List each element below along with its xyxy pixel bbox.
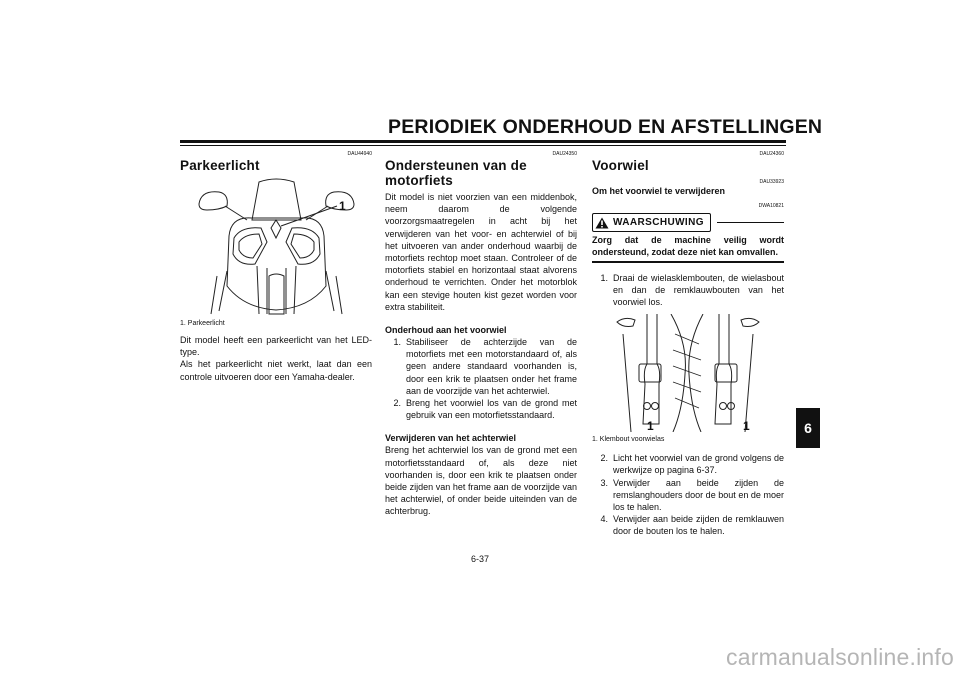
watermark: carmanualsonline.info xyxy=(726,644,954,670)
list-item: 1. Draai de wielasklembouten, de wielasbout en dan de remklauwbouten van het voorwiel los. xyxy=(600,272,784,307)
front-wheel-illustration xyxy=(603,314,773,432)
section-code: DAU44940 xyxy=(347,151,372,157)
list-item: 2. Licht het voorwiel van de grond volgens de werkwijze op pagina 6-37. xyxy=(600,453,784,476)
warning-box xyxy=(592,213,711,232)
column-parkeerlicht xyxy=(180,148,372,383)
subsection-code: DAU33923 xyxy=(759,179,784,185)
figure-callout-left: 1 xyxy=(647,419,654,433)
subheading-verwijderen: Om het voorwiel te verwijderen xyxy=(592,186,726,196)
list-item: 3. Verwijder aan beide zijden de remslanghouders door de bout en de moer los te halen. xyxy=(600,477,784,512)
warning-triangle-icon xyxy=(595,217,609,229)
section-code: DAU24360 xyxy=(759,151,784,157)
figure-callout-right: 1 xyxy=(743,419,750,433)
figure-caption: 1. Parkeerlicht xyxy=(180,320,225,327)
section-heading-voorwiel: Voorwiel xyxy=(592,158,649,173)
subheading-voorwiel-onderhoud: Onderhoud aan het voorwiel xyxy=(385,325,507,336)
paragraph-led: Dit model heeft een parkeerlicht van het LED-type. xyxy=(180,335,372,358)
paragraph-achterwiel: Breng het achterwiel los van de grond met een motorfietsstandaard of, als deze niet voorhanden is, door een krik te plaatsen onder beide zijden van het frame aan de voorzijde van het achterwiel, of onder beide uiteinden van de achterbrug. xyxy=(385,445,577,517)
figure-callout: 1 xyxy=(338,199,346,213)
section-heading-ondersteunen: Ondersteunen van de motorfiets xyxy=(385,158,527,188)
paragraph-dealer: Als het parkeerlicht niet werkt, laat dan een controle uitvoeren door een Yamaha-dealer. xyxy=(180,359,372,382)
chapter-tab: 6 xyxy=(796,408,820,448)
page-header-title: PERIODIEK ONDERHOUD EN AFSTELLINGEN xyxy=(388,116,823,138)
column-ondersteunen xyxy=(385,148,577,518)
motorcycle-front-illustration xyxy=(189,176,364,316)
warning-bottom-rule xyxy=(592,261,784,263)
list-item: 1. Stabiliseer de achterzijde van de motorfiets met een motorstandaard of, als geen andere standaard voorhanden is, door een krik te plaatsen onder het frame aan de voorzijde van het achterwiel. xyxy=(393,337,577,396)
section-heading-parkeerlicht: Parkeerlicht xyxy=(180,158,260,173)
subheading-achterwiel: Verwijderen van het achterwiel xyxy=(385,433,517,444)
list-item: 4. Verwijder aan beide zijden de remklauwen door de bouten los te halen. xyxy=(600,514,784,537)
page-number: 6-37 xyxy=(470,554,489,564)
warning-text: Zorg dat de machine veilig wordt ondersteund, zodat deze niet kan omvallen. xyxy=(592,235,784,257)
column-voorwiel xyxy=(592,148,784,538)
warning-label: WAARSCHUWING xyxy=(613,217,704,228)
front-steps-list xyxy=(385,336,577,421)
paragraph-intro: Dit model is niet voorzien van een middenbok, neem daarom de volgende voorzorgsmaatregelen in acht bij het verwijderen van het voor- en achterwiel of bij het uitvoeren van ander onderhoud waarbij de motorfiets rechtop moet staan. Controleer of de motorfiets stabiel en horizontaal staat alvorens onderhoud te verrichten. Onder het motorblok kan een stevige houten kist gezet worden voor extra stabiliteit. xyxy=(385,192,577,312)
steps-list-1 xyxy=(592,272,784,309)
steps-list-2 xyxy=(592,452,784,537)
warning-header xyxy=(592,213,784,232)
figure-caption: 1. Klembout voorwielas xyxy=(592,436,665,444)
warning-code: DWA10821 xyxy=(758,203,784,209)
warning-rule xyxy=(717,222,784,224)
section-code: DAU24350 xyxy=(552,151,577,157)
list-item: 2. Breng het voorwiel los van de grond met gebruik van een motorfietsstandaard. xyxy=(393,398,577,421)
header-rule xyxy=(180,140,786,143)
header-rule-thin xyxy=(180,145,786,146)
